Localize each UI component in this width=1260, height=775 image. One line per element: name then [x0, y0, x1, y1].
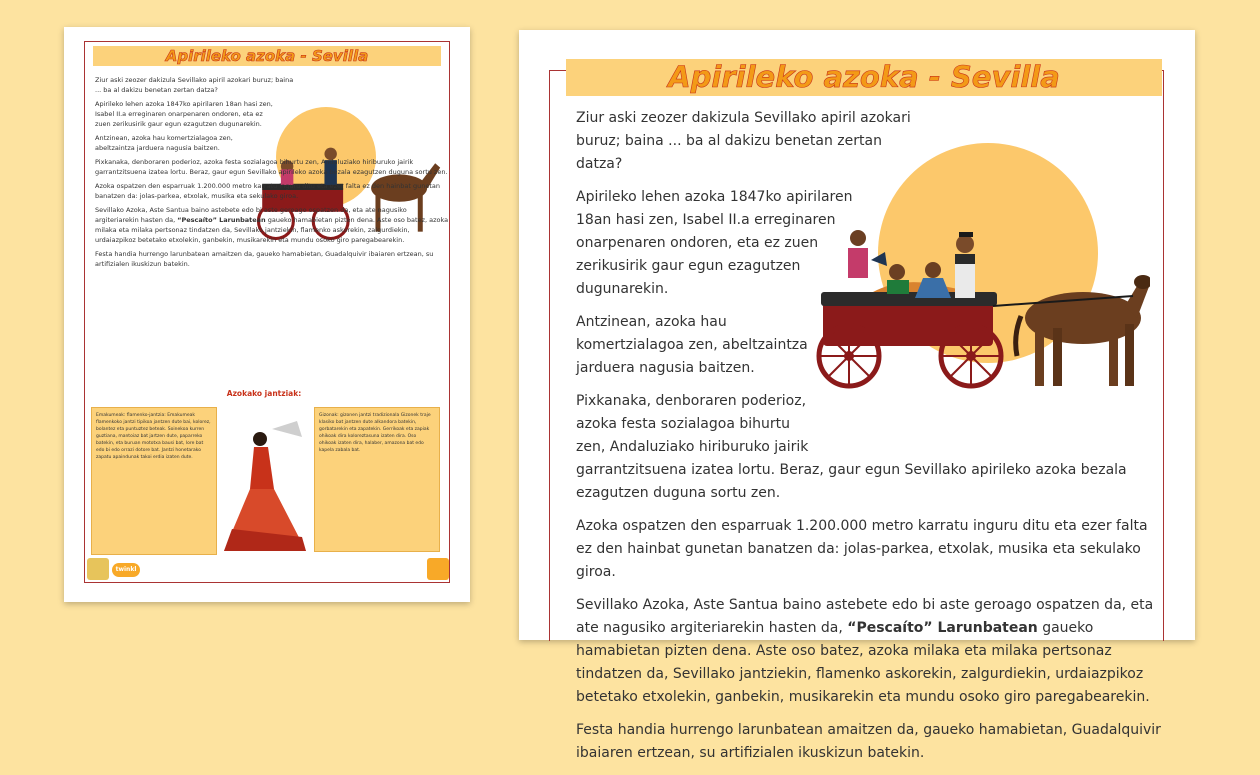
thumbnail-title: Apirileko azoka - Sevilla: [93, 46, 441, 66]
thumbnail-logo-right: [427, 558, 449, 580]
thumbnail-logo-left: [87, 558, 109, 580]
main-page[interactable]: [519, 30, 1195, 761]
thumbnail-subheading: Azokako jantziak:: [226, 389, 302, 398]
paragraph-3: Antzinean, azoka hau komertzialagoa zen, abeltzaintza jarduera nagusia baitzen.: [576, 314, 808, 376]
thumb-p6-bold: “Pescaíto” Larunbatean: [177, 216, 266, 224]
paragraph-6-before: Sevillako Azoka, Aste Santua baino astebete edo bi aste geroago ospatzen da, eta ate nagusiko argiteriarekin hasten da,: [576, 597, 1154, 636]
thumb-paragraph-2: Apirileko lehen azoka 1847ko apirilaren 18an hasi zen, Isabel II.a erreginaren onarpenaren ondoren, eta ez zuen zerikusirik gaur egun ezagutzen dugunarekin.: [95, 100, 273, 128]
thumbnail-page[interactable]: [64, 27, 470, 602]
flamenco-dancer-illustration: [222, 419, 310, 557]
thumbnail-text: [95, 75, 450, 273]
thumbnail-box-men: Gizonak: gizonen jantzi tradizionala Gizonek traje klasiko bat jantzen dute alkandora batekin, gorbatarekin eta zapatekin. Gerrikoak eta zapiak ohikoak dira koloreztasuna izaten dira. Oso ohikoak izaten dira, halaber, amazona bat edo kapela zabala bat.: [314, 407, 440, 552]
thumb-p6-before: Sevillako Azoka, Aste Santua baino astebete edo bi aste geroago ospatzen da, eta ate nagusiko argiteriarekin hasten da,: [95, 206, 407, 224]
paragraph-2: Apirileko lehen azoka 1847ko apirilaren 18an hasi zen, Isabel II.a erreginaren onarpenaren ondoren, eta ez zuen zerikusirik gaur egun ezagutzen dugunarekin.: [576, 189, 853, 297]
paragraph-6: [576, 594, 1162, 709]
main-title: Apirileko azoka - Sevilla: [566, 59, 1162, 96]
main-text: [576, 107, 1162, 775]
thumb-p6-after: gaueko hamabietan pizten dena. Aste oso batez, azoka milaka eta milaka pertsonaz tindatzen da, Sevillako jantziekin, flamenko askorekin, zalgurdiekin, urdaiazpikoz betetako etxolekin, ganbekin, musikarekin eta mundu osoko giro paregabearekin.: [95, 216, 449, 244]
paragraph-4: [576, 390, 1162, 505]
paragraph-4-text: Pixkanaka, denboraren poderioz, azoka festa sozialagoa bihurtu zen, Andaluziako hiriburuko jairik garrantzitsuena izatea lortu. Beraz, gaur egun Sevillako apirileko azoka bezala ezagutzen duguna sortu zen.: [576, 393, 1127, 501]
paragraph-6-bold: “Pescaíto” Larunbatean: [847, 620, 1038, 636]
paragraph-5: Azoka ospatzen den esparruak 1.200.000 metro karratu inguru ditu eta ezer falta ez den hainbat gunetan banatzen da: jolas-parkea, etxolak, musika eta sekulako giroa.: [576, 518, 1148, 580]
thumb-paragraph-6: [95, 205, 450, 245]
thumb-paragraph-7: Festa handia hurrengo larunbatean amaitzen da, gaueko hamabietan, Guadalquivir ibaiaren ertzean, su artifizialen ikuskizun batekin.: [95, 250, 434, 268]
paragraph-1: Ziur aski zeozer dakizula Sevillako apiril azokari buruz; baina ... ba al dakizu benetan zertan datza?: [576, 110, 911, 172]
thumbnail-box-women: Emakumeak: flamenko-jantzia: Emakumeak flamenkoko jantzi tipikoa jantzen dute bai, kolorez, bolantez eta puntuztez beteak. Soinekoa kurren guztiana, mantoiaz bat jartzen dute, paparreko batekin, eta buruan mototxa bausi bat, lore bat edo bi edo orrazi dotore bat. Jantzi honetarako zapatu apaindunak takoi erdia izaten dute.: [91, 407, 217, 555]
paragraph-6-after: gaueko hamabietan pizten dena. Aste oso batez, azoka milaka eta milaka pertsonaz tindatzen da, Sevillako jantziekin, flamenko askorekin, zalgurdiekin, urdaiazpikoz betetako etxolekin, ganbekin, musikarekin eta mundu osoko giro paregabearekin.: [576, 620, 1150, 705]
paragraph-7: Festa handia hurrengo larunbatean amaitzen da, gaueko hamabietan, Guadalquivir ibaiaren ertzean, su artifizialen ikuskizun batekin.: [576, 722, 1161, 761]
thumb-paragraph-3: Antzinean, azoka hau komertzialagoa zen, abeltzaintza jarduera nagusia baitzen.: [95, 134, 233, 152]
twinkl-logo: twinkl: [112, 563, 140, 577]
thumb-paragraph-1: Ziur aski zeozer dakizula Sevillako apiril azokari buruz; baina ... ba al dakizu benetan zertan datza?: [95, 76, 294, 94]
thumb-paragraph-5: Azoka ospatzen den esparruak 1.200.000 metro karratu inguru ditu eta ezer falta ez den hainbat gunetan banatzen da: jolas-parkea, etxolak, musika eta sekulako giroa.: [95, 182, 440, 200]
thumb-paragraph-4: Pixkanaka, denboraren poderioz, azoka festa sozialagoa bihurtu zen, Andaluziako hiriburuko jairik garrantzitsuena izatea lortu. Beraz, gaur egun Sevillako apirileko azoka bezala ezagutzen duguna sortu zen.: [95, 158, 448, 176]
